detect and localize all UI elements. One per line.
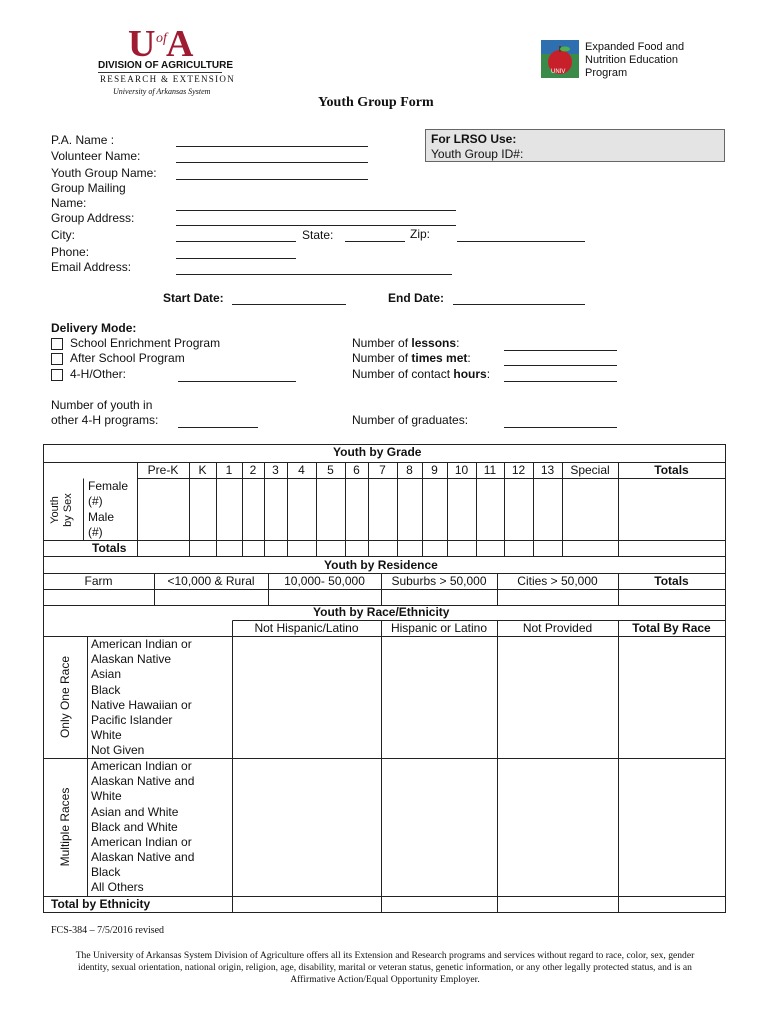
grade-5: 5 (327, 463, 334, 477)
after-school-label: After School Program (70, 351, 185, 365)
race-table-title: Youth by Race/Ethnicity (313, 605, 450, 619)
youth-by-sex-label: Youth by Sex (49, 493, 74, 527)
notice-line-2: identity, sexual orientation, national origin, religion, age, disability, marital or veteran status, genetic information, or any other legally protected status, and is an (78, 962, 692, 973)
residence-rural: <10,000 & Rural (167, 574, 255, 588)
race-col-hispanic: Hispanic or Latino (390, 621, 488, 635)
graduates-label: Number of graduates: (352, 413, 469, 427)
race-multi-6: American Indian or (91, 835, 192, 849)
race-multi-9: All Others (91, 880, 144, 894)
residence-totals: Totals (654, 574, 689, 588)
efnep-line3: Program (585, 67, 628, 79)
race-multi-7: Alaskan Native and (91, 850, 195, 864)
male-label-2: (#) (88, 525, 103, 539)
lrso-id-label: Youth Group ID#: (431, 147, 524, 161)
female-label-1: Female (88, 479, 129, 493)
race-multi-3: White (91, 789, 122, 803)
grade-prek: Pre-K (147, 463, 179, 477)
pa-name-label: P.A. Name : (51, 133, 115, 147)
group-address-label: Group Address: (51, 211, 135, 225)
group-mailing-label-1: Group Mailing (51, 181, 126, 195)
hours-pre: Number of contact (352, 367, 454, 381)
residence-table-title: Youth by Residence (324, 558, 438, 572)
times-post: : (467, 351, 471, 365)
grade-4: 4 (298, 463, 305, 477)
times-bold: times met (411, 351, 468, 365)
grade-12: 12 (511, 463, 526, 477)
race-one-4: Black (91, 683, 121, 697)
form-title: Youth Group Form (318, 95, 434, 110)
race-col-total-by-race: Total By Race (632, 621, 711, 635)
hours-post: : (486, 367, 491, 381)
female-label-2: (#) (88, 494, 103, 508)
race-multi-5: Black and White (91, 820, 178, 834)
grade-totals-row-label: Totals (92, 541, 127, 555)
total-by-ethnicity-label: Total by Ethnicity (51, 897, 151, 911)
delivery-title: Delivery Mode: (51, 321, 137, 335)
grade-special: Special (570, 463, 610, 477)
race-one-7: White (91, 728, 122, 742)
grade-3: 3 (272, 463, 279, 477)
fourh-other-label: 4-H/Other: (70, 367, 127, 381)
race-one-8: Not Given (91, 743, 145, 757)
grade-2: 2 (249, 463, 257, 477)
notice-line-1: The University of Arkansas System Division of Agriculture offers all its Extension and Research programs and services without regard to race, color, sex, gender (75, 950, 695, 961)
grade-7: 7 (379, 463, 386, 477)
state-label: State: (302, 228, 334, 242)
race-one-1: American Indian or (91, 637, 192, 651)
school-enrichment-label: School Enrichment Program (70, 336, 221, 350)
notice-line-3: Affirmative Action/Equal Opportunity Employer. (290, 974, 480, 985)
grade-1: 1 (225, 463, 233, 477)
grade-8: 8 (406, 463, 413, 477)
lrso-title: For LRSO Use: (431, 132, 517, 146)
race-col-not-hispanic: Not Hispanic/Latino (254, 621, 359, 635)
race-one-3: Asian (91, 667, 122, 681)
times-pre: Number of (352, 351, 412, 365)
grade-k: K (198, 463, 207, 477)
lessons-bold: lessons (411, 336, 457, 350)
org-line2: RESEARCH & EXTENSION (100, 74, 236, 84)
race-multi-8: Black (91, 865, 121, 879)
male-label-1: Male (88, 510, 115, 524)
zip-label: Zip: (410, 227, 431, 241)
svg-text:U: U (128, 23, 156, 62)
race-one-5: Native Hawaiian or (91, 698, 192, 712)
residence-farm: Farm (84, 574, 113, 588)
youth-other-label-2: other 4-H programs: (51, 413, 159, 427)
svg-text:A: A (166, 23, 194, 62)
grade-6: 6 (353, 463, 360, 477)
hours-bold: hours (453, 367, 487, 381)
youth-other-label-1: Number of youth in (51, 398, 153, 412)
group-mailing-label-2: Name: (51, 196, 87, 210)
org-line3: University of Arkansas System (113, 87, 211, 96)
city-label: City: (51, 228, 75, 242)
nondiscrimination-notice (40, 950, 730, 986)
grade-11: 11 (483, 463, 497, 477)
race-one-2: Alaskan Native (91, 652, 172, 666)
grade-10: 10 (454, 463, 469, 477)
race-multi-1: American Indian or (91, 759, 192, 773)
residence-suburbs: Suburbs > 50,000 (391, 574, 487, 588)
residence-10k-50k: 10,000- 50,000 (284, 574, 365, 588)
grade-totals-header: Totals (654, 463, 689, 477)
multiple-races-label: Multiple Races (58, 787, 72, 867)
race-multi-2: Alaskan Native and (91, 774, 195, 788)
efnep-line2: Nutrition Education (585, 54, 678, 66)
grade-table-title: Youth by Grade (333, 445, 422, 459)
volunteer-name-label: Volunteer Name: (51, 149, 141, 163)
svg-text:UNIV: UNIV (551, 69, 566, 75)
lessons-post: : (456, 336, 460, 350)
end-date-label: End Date: (388, 291, 445, 305)
svg-text:of: of (156, 31, 167, 46)
start-date-label: Start Date: (163, 291, 224, 305)
lessons-pre: Number of (352, 336, 412, 350)
race-col-not-provided: Not Provided (522, 621, 593, 635)
org-line1: DIVISION OF AGRICULTURE (98, 60, 233, 71)
residence-cities: Cities > 50,000 (517, 574, 598, 588)
efnep-line1: Expanded Food and (585, 41, 685, 53)
race-one-6: Pacific Islander (91, 713, 173, 727)
email-label: Email Address: (51, 260, 132, 274)
form-number: FCS-384 – 7/5/2016 revised (51, 925, 165, 936)
youth-group-name-label: Youth Group Name: (51, 166, 157, 180)
phone-label: Phone: (51, 245, 90, 259)
only-one-race-label: Only One Race (58, 655, 72, 739)
grade-9: 9 (431, 463, 438, 477)
race-multi-4: Asian and White (91, 805, 179, 819)
grade-13: 13 (540, 463, 555, 477)
